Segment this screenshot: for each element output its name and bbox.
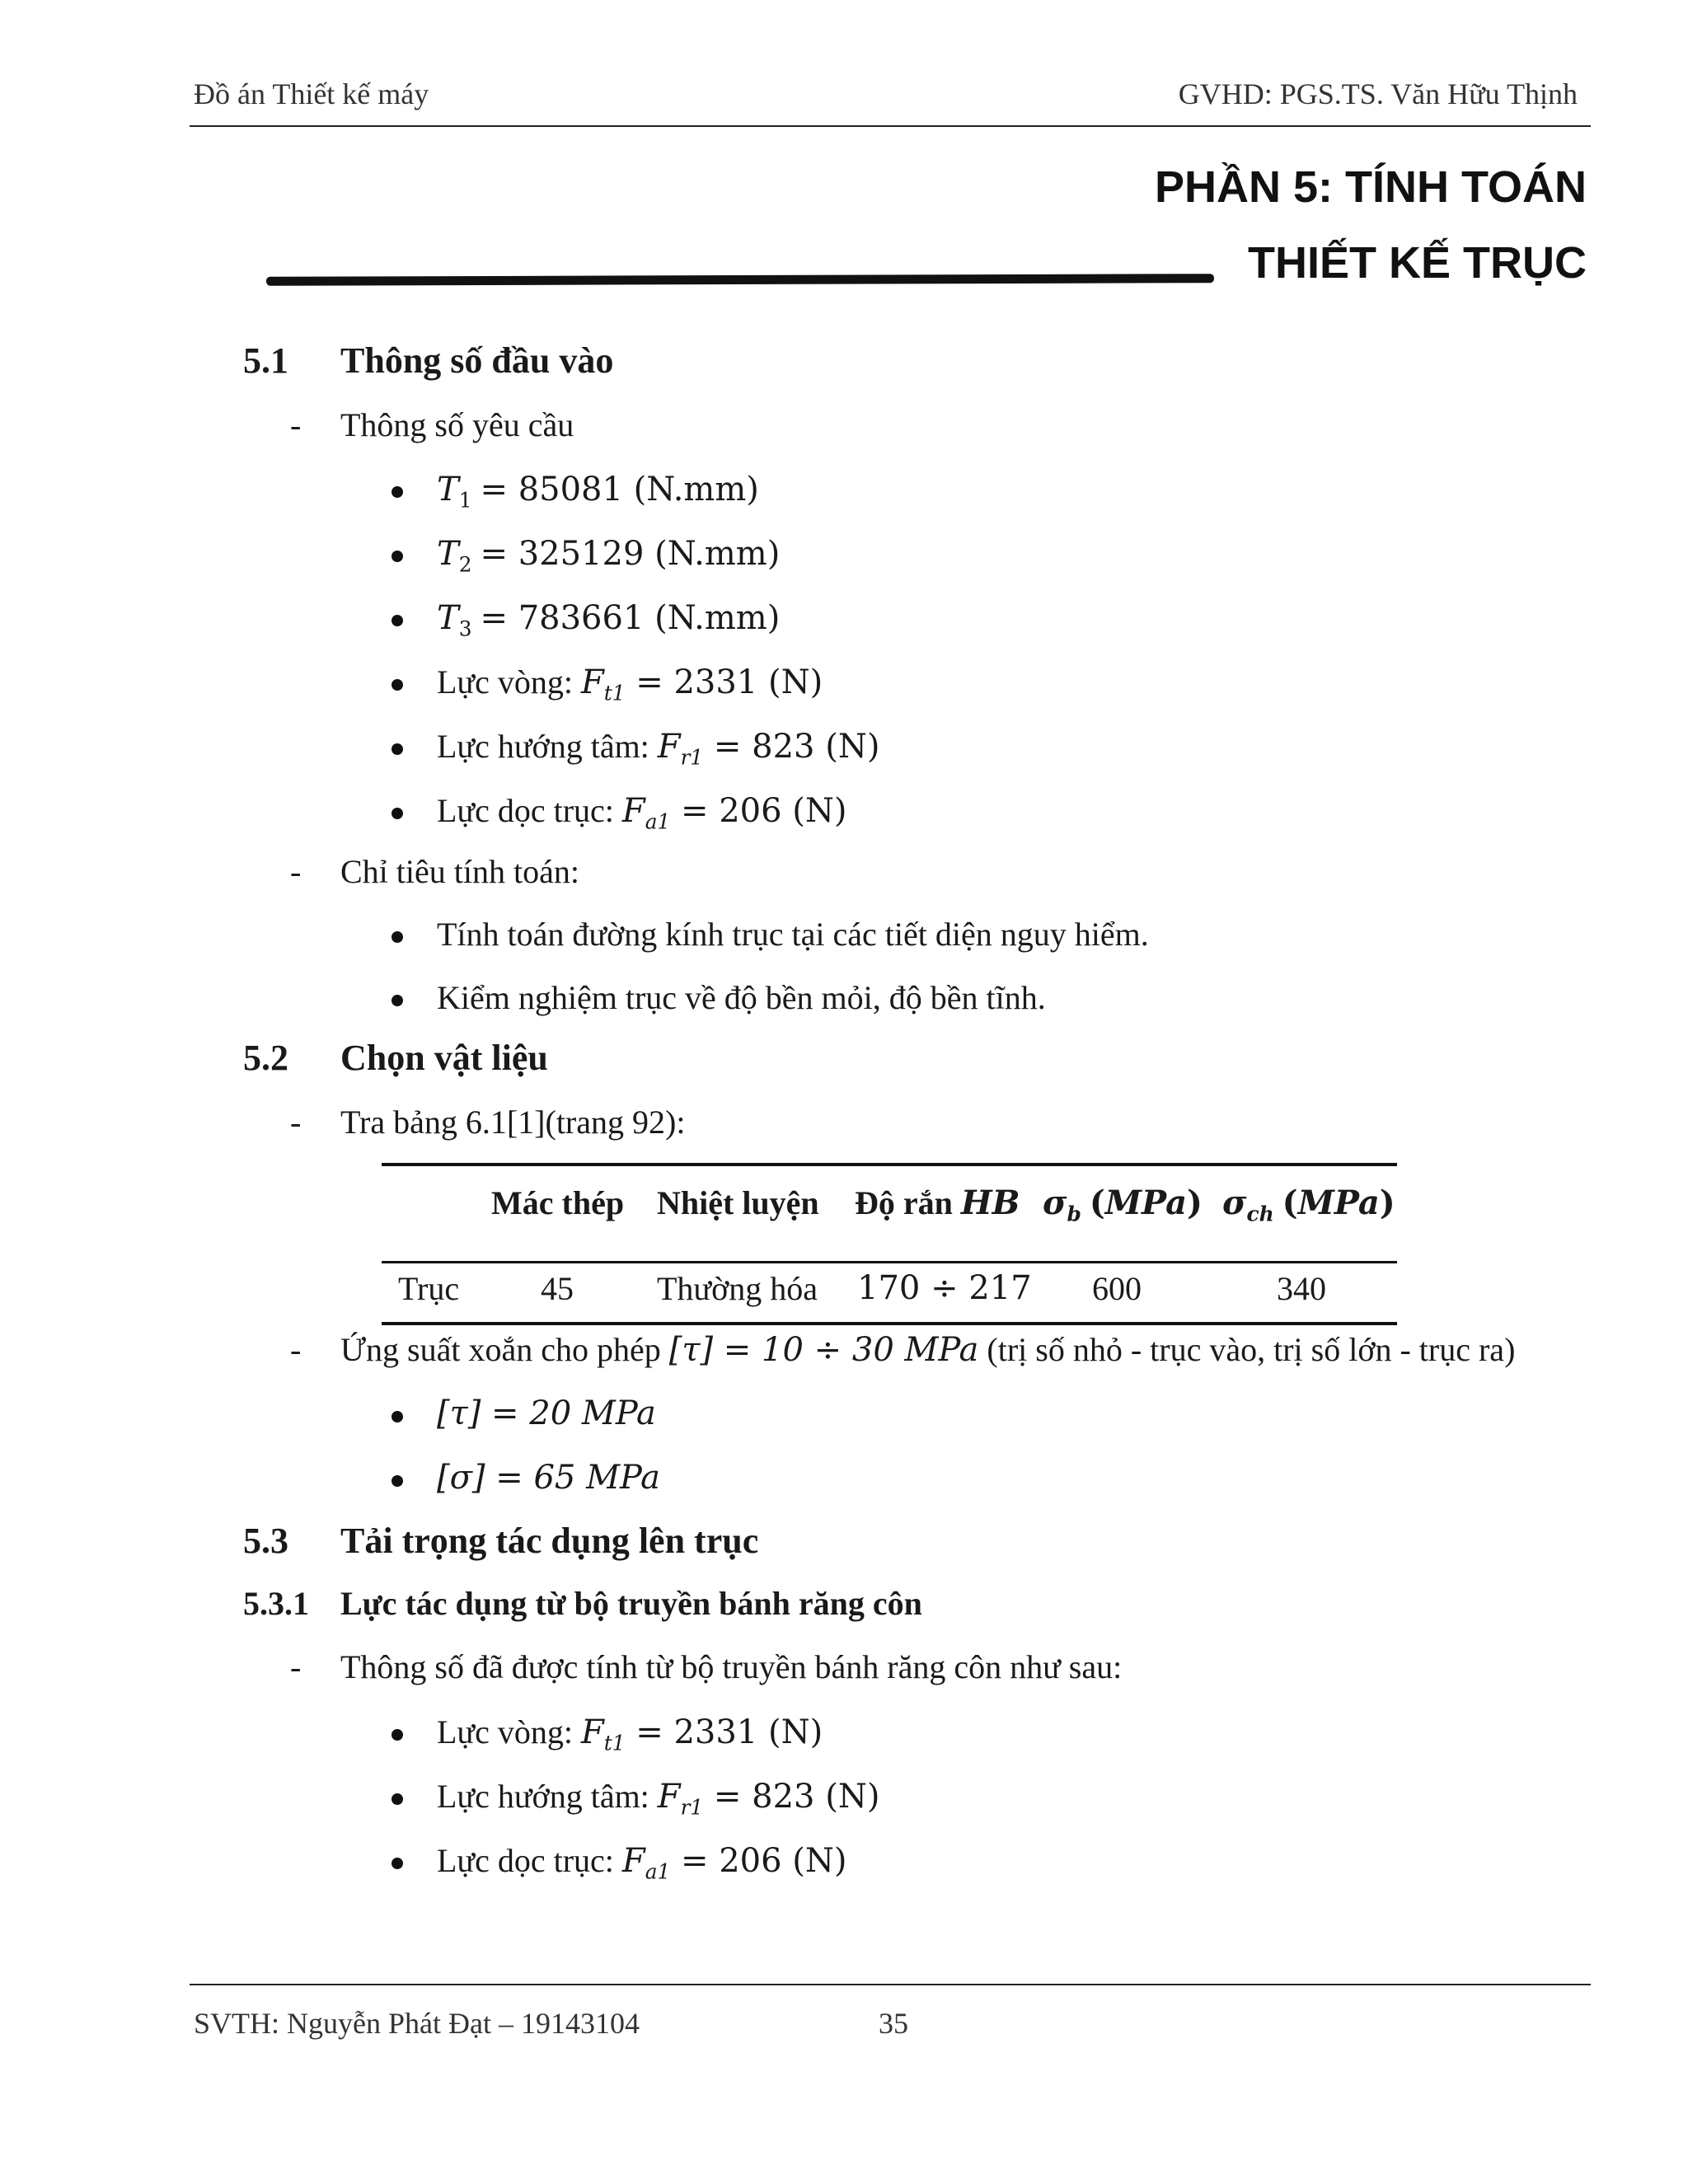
table-cell-hardness: 170 ÷ 217 bbox=[857, 1269, 1032, 1307]
gear-radial-force: Lực hướng tâm: $F_{r1} = 823$ (N) bbox=[437, 1778, 880, 1820]
section-number-5-2: 5.2 bbox=[243, 1038, 288, 1078]
gear-tangential-force: Lực vòng: $F_{t1} = 2331$ (N) bbox=[437, 1713, 823, 1755]
section-title-5-1: Thông số đầu vào bbox=[340, 340, 614, 381]
table-header-sigma-ch: $\sigma_{ch}$ (MPa) bbox=[1222, 1183, 1395, 1226]
allowable-stress-text: Ứng suất xoắn cho phép [τ] = 10 ÷ 30 MPa (trị số nhỏ - trục vào, trị số lớn - trục ra) bbox=[340, 1331, 1516, 1369]
chapter-title-line2: THIẾT KẾ TRỤC bbox=[1248, 238, 1587, 288]
sigma-value: [σ] = 65 MPa bbox=[437, 1459, 660, 1497]
table-cell-treatment: Thường hóa bbox=[657, 1270, 818, 1307]
table-row-label: Trục bbox=[398, 1270, 460, 1307]
header-right: GVHD: PGS.TS. Văn Hữu Thịnh bbox=[1178, 77, 1578, 110]
dash-marker: - bbox=[290, 853, 302, 890]
requirements-label: Thông số yêu cầu bbox=[340, 406, 574, 443]
torque-t3: $T_3 = 783661$ (N.mm) bbox=[437, 599, 781, 641]
bullet bbox=[392, 743, 403, 755]
page-number: 35 bbox=[879, 2007, 908, 2040]
gear-axial-force: Lực dọc trục: $F_{a1} = 206$ (N) bbox=[437, 1842, 847, 1884]
bullet bbox=[392, 1729, 403, 1741]
axial-force: Lực dọc trục: $F_{a1} = 206$ (N) bbox=[437, 792, 847, 834]
bullet bbox=[392, 1475, 403, 1487]
subsection-title-5-3-1: Lực tác dụng từ bộ truyền bánh răng côn bbox=[340, 1585, 922, 1622]
section-number-5-3: 5.3 bbox=[243, 1521, 288, 1561]
subsection-number-5-3-1: 5.3.1 bbox=[243, 1585, 309, 1622]
footer-student: SVTH: Nguyễn Phát Đạt – 19143104 bbox=[194, 2007, 640, 2040]
table-bottom-rule bbox=[382, 1322, 1397, 1325]
bullet bbox=[392, 1793, 403, 1805]
table-lookup-text: Tra bảng 6.1[1](trang 92): bbox=[340, 1104, 686, 1141]
criteria-item-1: Tính toán đường kính trục tại các tiết diện nguy hiểm. bbox=[437, 916, 1149, 953]
criteria-label: Chỉ tiêu tính toán: bbox=[340, 853, 579, 890]
bullet bbox=[392, 1411, 403, 1422]
tangential-force: Lực vòng: $F_{t1} = 2331$ (N) bbox=[437, 663, 823, 705]
radial-force: Lực hướng tâm: $F_{r1} = 823$ (N) bbox=[437, 728, 880, 770]
table-top-rule bbox=[382, 1163, 1397, 1166]
bullet bbox=[392, 808, 403, 819]
section-title-5-2: Chọn vật liệu bbox=[340, 1038, 548, 1078]
table-cell-grade: 45 bbox=[541, 1270, 574, 1307]
chapter-title-bar bbox=[266, 274, 1214, 286]
dash-marker: - bbox=[290, 1104, 302, 1141]
table-cell-sigma-b: 600 bbox=[1092, 1270, 1142, 1307]
table-header-steel-grade: Mác thép bbox=[491, 1184, 625, 1221]
tau-value: [τ] = 20 MPa bbox=[437, 1394, 656, 1432]
bullet bbox=[392, 551, 403, 562]
torque-t2: $T_2 = 325129$ (N.mm) bbox=[437, 535, 781, 577]
table-cell-sigma-ch: 340 bbox=[1277, 1270, 1326, 1307]
criteria-item-2: Kiểm nghiệm trục về độ bền mỏi, độ bền tĩnh. bbox=[437, 979, 1046, 1016]
chapter-title-line1: PHẦN 5: TÍNH TOÁN bbox=[1154, 162, 1587, 212]
torque-t1: $T_1 = 85081$ (N.mm) bbox=[437, 471, 759, 513]
footer-rule bbox=[190, 1984, 1591, 1985]
bullet bbox=[392, 1858, 403, 1869]
bullet bbox=[392, 615, 403, 626]
bullet bbox=[392, 679, 403, 691]
bullet bbox=[392, 486, 403, 498]
header-rule bbox=[190, 125, 1591, 127]
bullet bbox=[392, 931, 403, 943]
table-header-heat-treatment: Nhiệt luyện bbox=[657, 1184, 819, 1221]
bullet bbox=[392, 995, 403, 1006]
dash-marker: - bbox=[290, 1648, 302, 1685]
table-header-hardness: Độ rắn HB bbox=[855, 1183, 1020, 1222]
gear-params-intro: Thông số đã được tính từ bộ truyền bánh răng côn như sau: bbox=[340, 1648, 1123, 1685]
dash-marker: - bbox=[290, 406, 302, 443]
header-left: Đồ án Thiết kế máy bbox=[194, 77, 429, 110]
table-header-sigma-b: $\sigma_b$ (MPa) bbox=[1043, 1183, 1203, 1226]
table-mid-rule bbox=[382, 1261, 1397, 1263]
dash-marker: - bbox=[290, 1331, 302, 1368]
section-number-5-1: 5.1 bbox=[243, 340, 288, 381]
section-title-5-3: Tải trọng tác dụng lên trục bbox=[340, 1521, 759, 1561]
